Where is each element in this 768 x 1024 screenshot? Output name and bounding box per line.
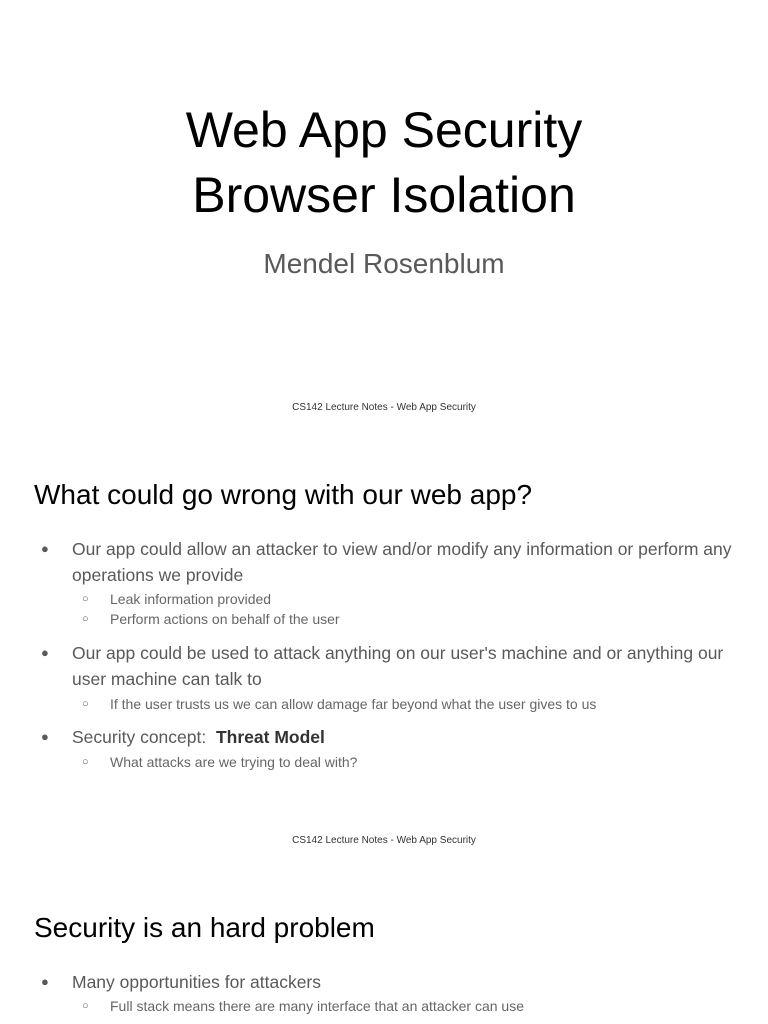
slide-heading: What could go wrong with our web app? xyxy=(34,479,533,510)
slide-title-line-2: Browser Isolation xyxy=(192,167,576,223)
slide-footer: CS142 Lecture Notes - Web App Security xyxy=(292,835,476,846)
sub-bullet-icon: ○ xyxy=(82,613,89,625)
bullet-text-prefix: Security concept: xyxy=(72,727,216,747)
list-item xyxy=(41,724,732,750)
sub-bullet-text: Perform actions on behalf of the user xyxy=(110,611,340,627)
bullet-icon: ● xyxy=(41,645,49,660)
sub-bullet-icon: ○ xyxy=(82,698,89,710)
sub-bullet-text: Full stack means there are many interface that an attacker can use xyxy=(110,998,524,1014)
sub-bullet-text: What attacks are we trying to deal with? xyxy=(110,754,358,770)
sub-list-item xyxy=(82,589,272,609)
slide-heading: Security is an hard problem xyxy=(34,912,375,943)
bullet-text-bold: Threat Model xyxy=(215,727,325,747)
sub-bullet-icon: ○ xyxy=(82,1000,89,1012)
bullet-text: Our app could allow an attacker to view and/or modify any information or perform any operations we provide xyxy=(72,539,732,585)
sub-list-item xyxy=(82,996,524,1016)
slide-footer: CS142 Lecture Notes - Web App Security xyxy=(292,402,476,413)
bullet-icon: ● xyxy=(41,541,49,556)
slide-title-line-1: Web App Security xyxy=(185,102,583,158)
sub-bullet-icon: ○ xyxy=(82,593,89,605)
list-item xyxy=(41,969,732,995)
bullet-icon: ● xyxy=(41,729,49,744)
sub-bullet-text: If the user trusts us we can allow damage far beyond what the user gives to us xyxy=(110,696,597,712)
sub-bullet-text: Leak information provided xyxy=(110,591,272,607)
bullet-text: Our app could be used to attack anything on our user's machine and or anything our user machine can talk to xyxy=(72,643,724,689)
list-item xyxy=(41,536,732,588)
author-name: Mendel Rosenblum xyxy=(263,248,505,279)
bullet-text: Many opportunities for attackers xyxy=(72,972,322,992)
sub-list-item xyxy=(82,752,358,772)
sub-list-item xyxy=(82,609,340,629)
sub-list-item xyxy=(82,694,597,714)
bullet-icon: ● xyxy=(41,974,49,989)
list-item xyxy=(41,640,732,692)
sub-bullet-icon: ○ xyxy=(82,756,89,768)
